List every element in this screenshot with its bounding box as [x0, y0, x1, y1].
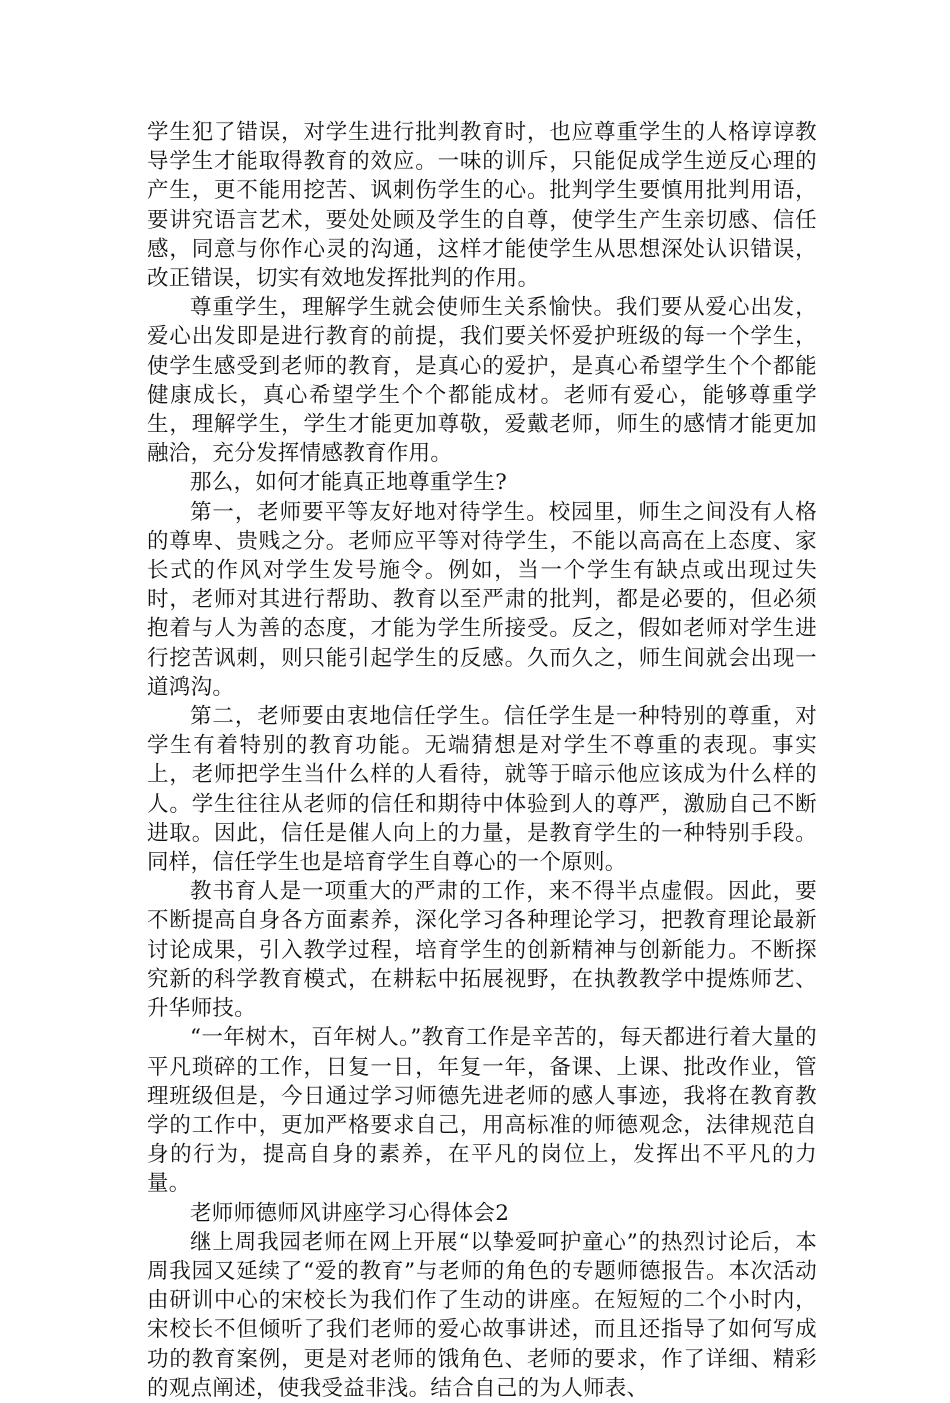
paragraph-question: 那么，如何才能真正地尊重学生?	[190, 470, 508, 496]
paragraph-teaching: 教书育人是一项重大的严肃的工作，来不得半点虚假。因此，要不断提高自身各方面素养，深化学习各种理论学习，把教育理论最新讨论成果，引入教学过程，培育学生的创新精神与创新能力。不断探究新的科学教育模式，在耕耘中拓展视野，在执教教学中提炼师艺、升华师技。	[147, 879, 817, 1022]
paragraph-criticism: 学生犯了错误，对学生进行批判教育时，也应尊重学生的人格谆谆教导学生才能取得教育的效应。一味的训斥，只能促成学生逆反心理的产生，更不能用挖苦、讽刺伤学生的心。批判学生要慎用批判用语，要讲究语言艺术，要处处顾及学生的自尊，使学生产生亲切感、信任感，同意与你作心灵的沟通，这样才能使学生从思想深处认识错误，改正错误，切实有效地发挥批判的作用。	[147, 120, 817, 292]
paragraph-second-point: 第二，老师要由衷地信任学生。信任学生是一种特别的尊重，对学生有着特别的教育功能。无端猜想是对学生不尊重的表现。事实上，老师把学生当什么样的人看待，就等于暗示他应该成为什么样的人。学生往往从老师的信任和期待中体验到人的尊严，激励自己不断进取。因此，信任是催人向上的力量，是教育学生的一种特别手段。同样，信任学生也是培育学生自尊心的一个原则。	[147, 704, 817, 876]
document-body	[147, 118, 817, 1403]
paragraph-conclusion: “一年树木，百年树人。”教育工作是辛苦的，每天都进行着大量的平凡琐碎的工作，日复一日，年复一年，备课、上课、批改作业，管理班级但是，今日通过学习师德先进老师的感人事迹，我将在教育教学的工作中，更加严格要求自己，用高标准的师德观念，法律规范自身的行为，提高自身的素养，在平凡的岗位上，发挥出不平凡的力量。	[147, 1025, 817, 1197]
paragraph-report: 继上周我园老师在网上开展“以挚爱呵护童心”的热烈讨论后，本周我园又延续了“爱的教育”与老师的角色的专题师德报告。本次活动由研训中心的宋校长为我们作了生动的讲座。在短短的二个小时内，宋校长不但倾听了我们老师的爱心故事讲述，而且还指导了如何写成功的教育案例，更是对老师的饿角色、老师的要求，作了详细、精彩的观点阐述，使我受益非浅。结合自己的为人师表、	[147, 1229, 817, 1401]
paragraph-first-point: 第一，老师要平等友好地对待学生。校园里，师生之间没有人格的尊卑、贵贱之分。老师应平等对待学生，不能以高高在上态度、家长式的作风对学生发号施令。例如，当一个学生有缺点或出现过失时，老师对其进行帮助、教育以至严肃的批判，都是必要的，但必须抱着与人为善的态度，才能为学生所接受。反之，假如老师对学生进行挖苦讽刺，则只能引起学生的反感。久而久之，师生间就会出现一道鸿沟。	[147, 499, 817, 700]
paragraph-respect-understanding: 尊重学生，理解学生就会使师生关系愉快。我们要从爱心出发，爱心出发即是进行教育的前提，我们要关怀爱护班级的每一个学生，使学生感受到老师的教育，是真心的爱护，是真心希望学生个个都能健康成长，真心希望学生个个都能成材。老师有爱心，能够尊重学生，理解学生，学生才能更加尊敬，爱戴老师，师生的感情才能更加融洽，充分发挥情感教育作用。	[147, 295, 817, 467]
section-heading: 老师师德师风讲座学习心得体会2	[190, 1200, 510, 1226]
